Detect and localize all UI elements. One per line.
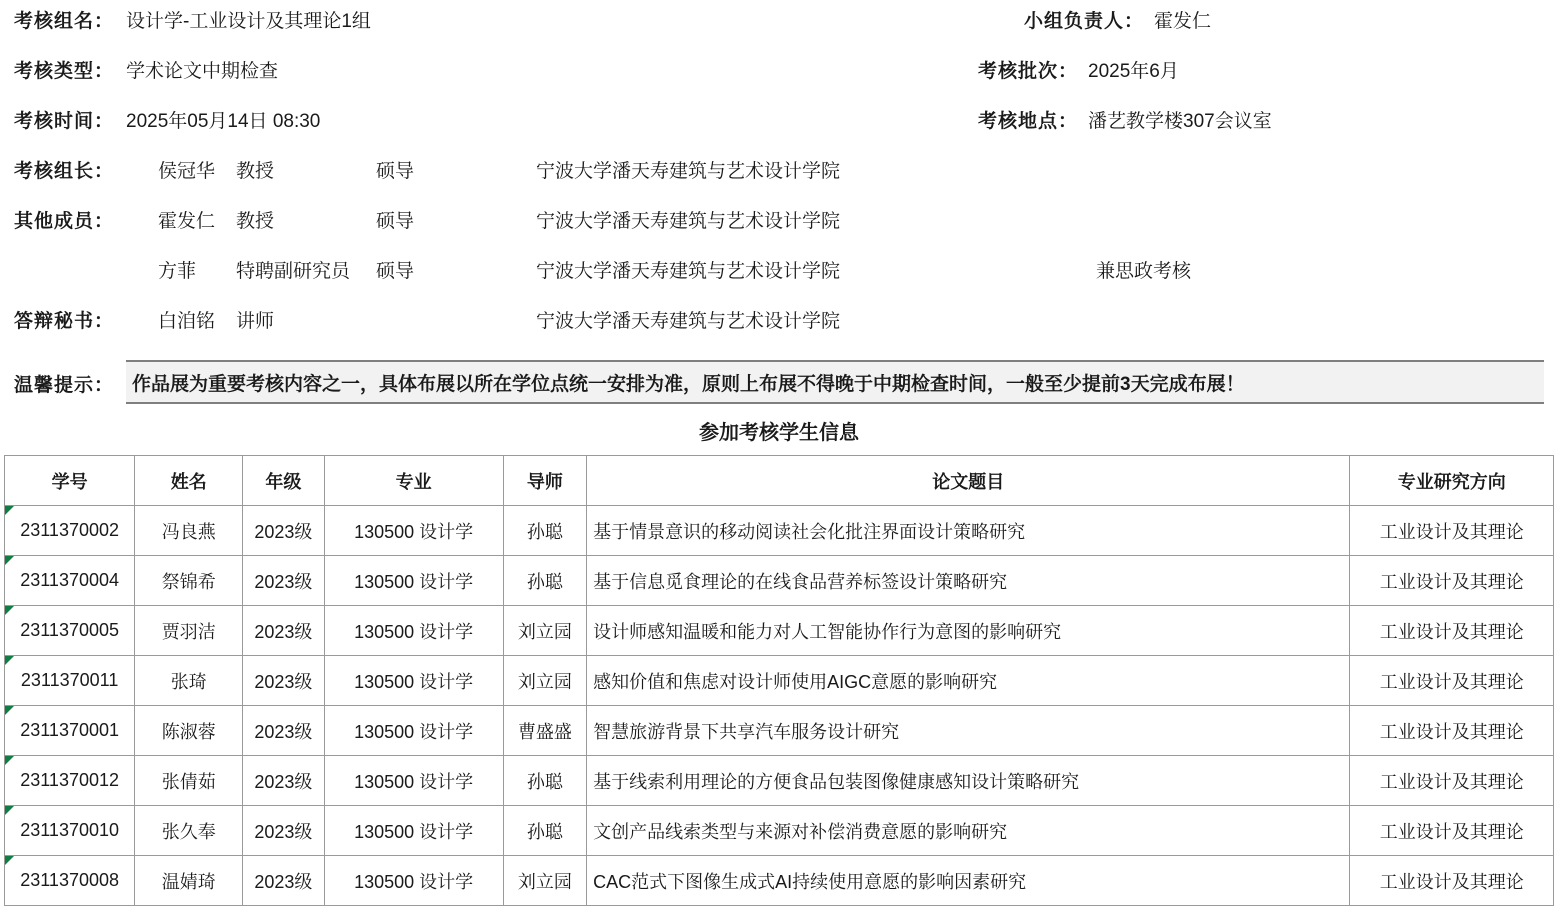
assessment-type-label: 考核类型： — [14, 61, 115, 82]
cell-student-name: 张久奉 — [135, 806, 243, 856]
assessment-time-cell — [14, 106, 914, 133]
cell-grade: 2023级 — [243, 856, 324, 906]
table-header-row — [5, 456, 1554, 506]
tip-banner: 作品展为重要考核内容之一，具体布展以所在学位点统一安排为准，原则上布展不得晚于中期检查时间，一般至少提前3天完成布展！ — [126, 360, 1544, 404]
cell-direction: 工业设计及其理论 — [1350, 656, 1554, 706]
cell-grade: 2023级 — [243, 806, 324, 856]
column-header-name: 姓名 — [135, 456, 243, 506]
cell-student-id: 2311370011 — [5, 656, 135, 706]
cell-student-name: 温婧琦 — [135, 856, 243, 906]
cell-direction: 工业设计及其理论 — [1350, 756, 1554, 806]
cell-student-id: 2311370002 — [5, 506, 135, 556]
assessment-type-row — [14, 56, 1544, 106]
member-name: 霍发仁 — [158, 211, 216, 232]
cell-student-id: 2311370008 — [5, 856, 135, 906]
cell-grade: 2023级 — [243, 606, 324, 656]
committee-chair-label: 考核组长： — [14, 161, 115, 182]
cell-major: 130500 设计学 — [324, 856, 503, 906]
secretary-name: 白洎铭 — [158, 311, 216, 332]
cell-advisor: 刘立园 — [503, 606, 586, 656]
cell-major: 130500 设计学 — [324, 706, 503, 756]
tip-label: 温馨提示： — [14, 375, 115, 396]
cell-student-name: 祭锦希 — [135, 556, 243, 606]
member-organization: 宁波大学潘天寿建筑与艺术设计学院 — [536, 261, 841, 282]
cell-grade: 2023级 — [243, 756, 324, 806]
group-name-label: 考核组名： — [14, 11, 115, 32]
assessment-place-label: 考核地点： — [978, 111, 1079, 132]
table-row — [5, 806, 1554, 856]
cell-student-name: 张琦 — [135, 656, 243, 706]
cell-grade: 2023级 — [243, 656, 324, 706]
secretary-row — [14, 306, 1544, 356]
chair-degree: 硕导 — [376, 161, 415, 182]
member-name: 方菲 — [158, 261, 197, 282]
cell-advisor: 刘立园 — [503, 656, 586, 706]
committee-members-label: 其他成员： — [14, 211, 115, 232]
assessment-time-value: 2025年05月14日 08:30 — [126, 111, 321, 132]
member-title: 教授 — [236, 211, 275, 232]
cell-student-name: 张倩茹 — [135, 756, 243, 806]
cell-advisor: 曹盛盛 — [503, 706, 586, 756]
cell-direction: 工业设计及其理论 — [1350, 806, 1554, 856]
group-name-value: 设计学-工业设计及其理论1组 — [126, 11, 371, 32]
member-degree: 硕导 — [376, 211, 415, 232]
cell-thesis: 基于情景意识的移动阅读社会化批注界面设计策略研究 — [587, 506, 1350, 556]
table-row — [5, 756, 1554, 806]
cell-major: 130500 设计学 — [324, 656, 503, 706]
cell-major: 130500 设计学 — [324, 806, 503, 856]
member-degree: 硕导 — [376, 261, 415, 282]
cell-student-id: 2311370012 — [5, 756, 135, 806]
cell-major: 130500 设计学 — [324, 506, 503, 556]
cell-grade: 2023级 — [243, 706, 324, 756]
secretary-organization: 宁波大学潘天寿建筑与艺术设计学院 — [536, 311, 841, 332]
column-header-id: 学号 — [5, 456, 135, 506]
chair-organization: 宁波大学潘天寿建筑与艺术设计学院 — [536, 161, 841, 182]
assessment-type-value: 学术论文中期检查 — [126, 61, 279, 82]
cell-advisor: 孙聪 — [503, 806, 586, 856]
cell-direction: 工业设计及其理论 — [1350, 706, 1554, 756]
member-note: 兼思政考核 — [1096, 261, 1192, 282]
cell-direction: 工业设计及其理论 — [1350, 506, 1554, 556]
member-title: 特聘副研究员 — [236, 261, 351, 282]
cell-student-id: 2311370004 — [5, 556, 135, 606]
committee-chair-row — [14, 156, 1544, 206]
table-row — [5, 556, 1554, 606]
cell-thesis: CAC范式下图像生成式AI持续使用意愿的影响因素研究 — [587, 856, 1350, 906]
cell-thesis: 设计师感知温暖和能力对人工智能协作行为意图的影响研究 — [587, 606, 1350, 656]
committee-member-row — [14, 206, 1544, 256]
cell-thesis: 智慧旅游背景下共享汽车服务设计研究 — [587, 706, 1350, 756]
tip-row — [14, 360, 1544, 404]
column-header-direction: 专业研究方向 — [1350, 456, 1554, 506]
cell-advisor: 孙聪 — [503, 756, 586, 806]
cell-major: 130500 设计学 — [324, 756, 503, 806]
cell-thesis: 感知价值和焦虑对设计师使用AIGC意愿的影响研究 — [587, 656, 1350, 706]
committee-member-row — [14, 256, 1544, 306]
cell-student-id: 2311370010 — [5, 806, 135, 856]
cell-direction: 工业设计及其理论 — [1350, 556, 1554, 606]
table-row — [5, 606, 1554, 656]
table-row — [5, 856, 1554, 906]
leader-cell — [1024, 6, 1211, 33]
cell-advisor: 刘立园 — [503, 856, 586, 906]
member-organization: 宁波大学潘天寿建筑与艺术设计学院 — [536, 211, 841, 232]
cell-major: 130500 设计学 — [324, 606, 503, 656]
group-name-row — [14, 6, 1544, 56]
cell-student-id: 2311370001 — [5, 706, 135, 756]
cell-student-name: 冯良燕 — [135, 506, 243, 556]
students-section-title: 参加考核学生信息 — [699, 422, 859, 444]
chair-title: 教授 — [236, 161, 275, 182]
assessment-time-row — [14, 106, 1544, 156]
cell-thesis: 基于信息觅食理论的在线食品营养标签设计策略研究 — [587, 556, 1350, 606]
cell-student-name: 陈淑蓉 — [135, 706, 243, 756]
cell-thesis: 基于线索利用理论的方便食品包装图像健康感知设计策略研究 — [587, 756, 1350, 806]
cell-grade: 2023级 — [243, 556, 324, 606]
leader-label: 小组负责人： — [1024, 11, 1145, 32]
group-name-cell — [14, 6, 914, 33]
table-row — [5, 656, 1554, 706]
column-header-advisor: 导师 — [503, 456, 586, 506]
batch-value: 2025年6月 — [1088, 61, 1179, 82]
cell-grade: 2023级 — [243, 506, 324, 556]
cell-direction: 工业设计及其理论 — [1350, 856, 1554, 906]
cell-advisor: 孙聪 — [503, 506, 586, 556]
table-row — [5, 706, 1554, 756]
students-table — [4, 455, 1554, 906]
cell-student-id: 2311370005 — [5, 606, 135, 656]
cell-direction: 工业设计及其理论 — [1350, 606, 1554, 656]
meta-block — [0, 0, 1558, 404]
cell-major: 130500 设计学 — [324, 556, 503, 606]
assessment-place-value: 潘艺教学楼307会议室 — [1088, 111, 1272, 132]
chair-name: 侯冠华 — [158, 161, 216, 182]
secretary-label: 答辩秘书： — [14, 311, 115, 332]
cell-thesis: 文创产品线索类型与来源对补偿消费意愿的影响研究 — [587, 806, 1350, 856]
column-header-major: 专业 — [324, 456, 503, 506]
column-header-grade: 年级 — [243, 456, 324, 506]
assessment-type-cell — [14, 56, 914, 83]
batch-cell — [978, 56, 1179, 83]
cell-advisor: 孙聪 — [503, 556, 586, 606]
assessment-place-cell — [978, 106, 1272, 133]
table-row — [5, 506, 1554, 556]
column-header-thesis: 论文题目 — [587, 456, 1350, 506]
leader-value: 霍发仁 — [1154, 11, 1212, 32]
batch-label: 考核批次： — [978, 61, 1079, 82]
assessment-time-label: 考核时间： — [14, 111, 115, 132]
cell-student-name: 贾羽洁 — [135, 606, 243, 656]
secretary-title: 讲师 — [236, 311, 275, 332]
